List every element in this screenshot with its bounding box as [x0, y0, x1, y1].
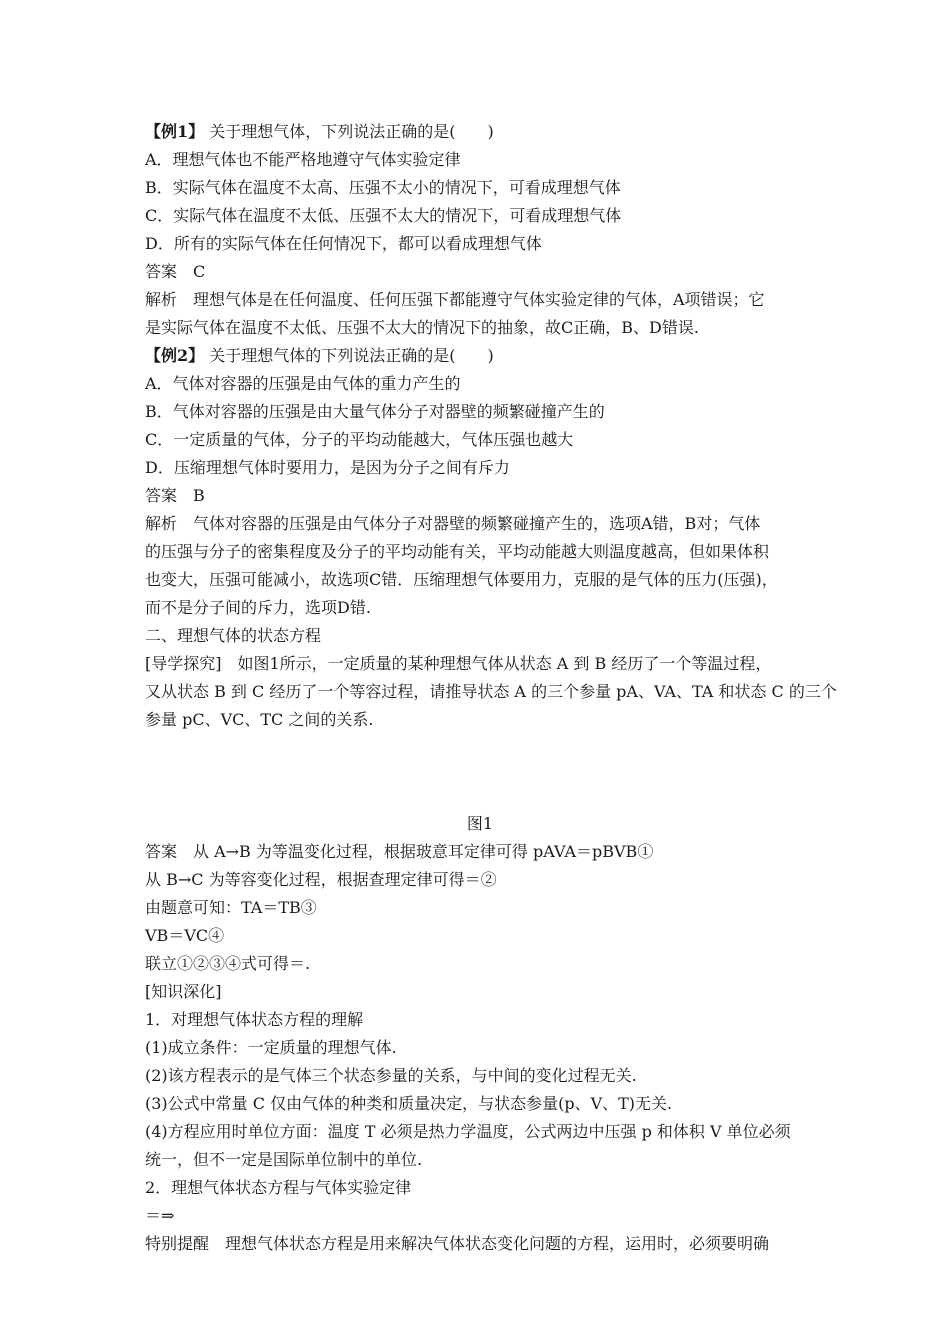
example-2-answer: 答案 B	[145, 486, 205, 505]
example-2-analysis-line-4: 而不是分子间的斥力，选项D错.	[145, 598, 371, 617]
example-2-analysis-line-3: 也变大，压强可能减小，故选项C错．压缩理想气体要用力，克服的是气体的压力(压强)，	[145, 570, 778, 589]
example-2-question-text: 关于理想气体的下列说法正确的是( )	[204, 346, 494, 365]
example-1-option-b: B．实际气体在温度不太高、压强不太小的情况下，可看成理想气体	[145, 178, 621, 197]
example-1-analysis-line-2: 是实际气体在温度不太低、压强不太大的情况下的抽象，故C正确，B、D错误.	[145, 318, 699, 337]
example-2-option-c: C．一定质量的气体，分子的平均动能越大，气体压强也越大	[145, 430, 574, 449]
point-line-8: ＝⇒	[145, 1206, 175, 1225]
guide-line-1: [导学探究] 如图1所示，一定质量的某种理想气体从状态 A 到 B 经历了一个等温过程，	[145, 654, 772, 673]
special-reminder-line: 特别提醒 理想气体状态方程是用来解决气体状态变化问题的方程，运用时，必须要明确	[145, 1234, 770, 1253]
answer-line-1: 答案 从 A→B 为等温变化过程，根据玻意耳定律可得 pAVA＝pBVB①	[145, 842, 654, 861]
example-2-question	[145, 342, 815, 370]
example-2-option-d: D．压缩理想气体时要用力，是因为分子之间有斥力	[145, 458, 510, 477]
example-2-option-a: A．气体对容器的压强是由气体的重力产生的	[145, 374, 461, 393]
example-1-answer: 答案 C	[145, 262, 206, 281]
example-1-analysis-line-1: 解析 理想气体是在任何温度、任何压强下都能遵守气体实验定律的气体，A项错误；它	[145, 290, 765, 309]
figure-caption: 图1	[466, 814, 494, 833]
point-line-5: (4)方程应用时单位方面：温度 T 必须是热力学温度，公式两边中压强 p 和体积 V 单位必须	[145, 1122, 791, 1141]
example-1-option-a: A．理想气体也不能严格地遵守气体实验定律	[145, 150, 461, 169]
example-1-label: 【例1】	[145, 122, 205, 141]
answer-line-2: 从 B→C 为等容变化过程，根据查理定律可得＝②	[145, 870, 497, 889]
example-2-analysis-line-1: 解析 气体对容器的压强是由气体分子对器壁的频繁碰撞产生的，选项A错，B对；气体	[145, 514, 761, 533]
answer-line-4: VB＝VC④	[145, 926, 225, 945]
answer-line-3: 由题意可知：TA＝TB③	[145, 898, 317, 917]
point-line-4: (3)公式中常量 C 仅由气体的种类和质量决定，与状态参量(p、V、T)无关.	[145, 1094, 673, 1113]
point-line-1: 1．对理想气体状态方程的理解	[145, 1010, 364, 1029]
example-1-option-c: C．实际气体在温度不太低、压强不太大的情况下，可看成理想气体	[145, 206, 622, 225]
point-line-2: (1)成立条件：一定质量的理想气体.	[145, 1038, 397, 1057]
example-2-analysis-line-2: 的压强与分子的密集程度及分子的平均动能有关，平均动能越大则温度越高，但如果体积	[145, 542, 770, 561]
point-line-7: 2．理想气体状态方程与气体实验定律	[145, 1178, 412, 1197]
figure-placeholder	[145, 734, 815, 810]
example-2-label: 【例2】	[145, 346, 205, 365]
example-2-option-b: B．气体对容器的压强是由大量气体分子对器壁的频繁碰撞产生的	[145, 402, 605, 421]
point-line-6: 统一，但不一定是国际单位制中的单位.	[145, 1150, 423, 1169]
guide-line-2: 又从状态 B 到 C 经历了一个等容过程，请推导状态 A 的三个参量 pA、VA、TA 和状态 C 的三个	[145, 682, 837, 701]
answer-line-5: 联立①②③④式可得＝.	[145, 954, 311, 973]
example-1-question-text: 关于理想气体，下列说法正确的是( )	[204, 122, 494, 141]
section-2-heading: 二、理想气体的状态方程	[145, 626, 322, 645]
document-page	[145, 118, 837, 1258]
example-1-option-d: D．所有的实际气体在任何情况下，都可以看成理想气体	[145, 234, 542, 253]
point-line-3: (2)该方程表示的是气体三个状态参量的关系，与中间的变化过程无关.	[145, 1066, 637, 1085]
example-1-question	[145, 118, 815, 146]
guide-line-3: 参量 pC、VC、TC 之间的关系.	[145, 710, 374, 729]
knowledge-deepen-title: [知识深化]	[145, 982, 222, 1001]
